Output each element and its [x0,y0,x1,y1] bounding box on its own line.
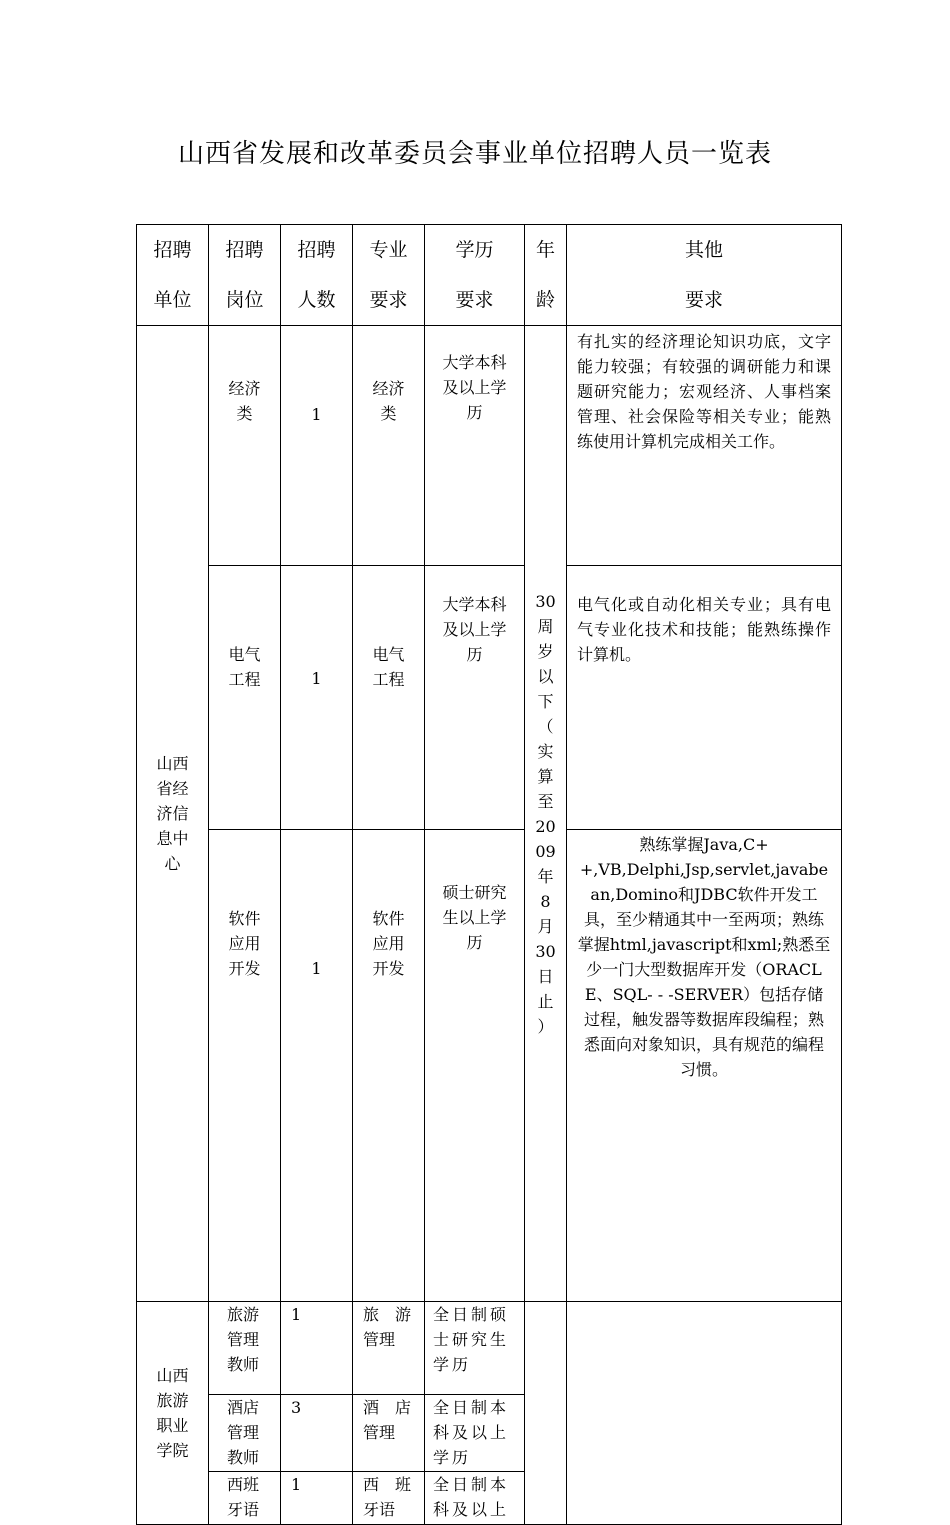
unit-name: 山西 省经 济信 息中 心 [137,326,209,1302]
table-row [137,326,842,566]
count-cell: 1 [281,1302,353,1395]
post-cell: 西班 牙语 [209,1472,281,1525]
count-cell: 1 [281,830,353,1302]
age-cell-empty [525,1302,567,1525]
count-cell: 3 [281,1395,353,1472]
count-cell: 1 [281,326,353,566]
header-post: 招聘 岗位 [209,225,281,326]
major-cell: 西 班 牙语 [353,1472,425,1525]
page-title: 山西省发展和改革委员会事业单位招聘人员一览表 [177,139,772,169]
header-major: 专业 要求 [353,225,425,326]
post-cell: 软件 应用 开发 [209,830,281,1302]
other-cell: 熟练掌握Java,C+ +,VB,Delphi,Jsp,servlet,javabean,Domino和JDBC软件开发工具，至少精通其中一至两项；熟练掌握html,javascript和xml;熟悉至少一门大型数据库开发（ORACLE、SQL- - -SERVER）包括存储过程，触发器等数据库段编程；熟悉面向对象知识，具有规范的编程习惯。 [567,830,842,1302]
post-cell: 旅游 管理 教师 [209,1302,281,1395]
major-cell: 软件 应用 开发 [353,830,425,1302]
post-cell: 经济 类 [209,326,281,566]
other-cell [567,1302,842,1525]
major-cell: 旅 游 管理 [353,1302,425,1395]
recruitment-table [136,224,842,1525]
major-cell: 酒 店 管理 [353,1395,425,1472]
header-row [137,225,842,326]
unit-name: 山西 旅游 职业 学院 [137,1302,209,1525]
count-cell: 1 [281,1472,353,1525]
edu-cell: 大学本科 及以上学 历 [425,566,525,830]
other-cell: 电气化或自动化相关专业；具有电气专业化技术和技能；能熟练操作计算机。 [567,566,842,830]
edu-cell: 全日制硕 士研究生 学历 [425,1302,525,1395]
edu-cell: 硕士研究 生以上学 历 [425,830,525,1302]
major-cell: 电气 工程 [353,566,425,830]
edu-cell: 全日制本 科及以上 学历 [425,1395,525,1472]
other-cell: 有扎实的经济理论知识功底，文字能力较强；有较强的调研能力和课题研究能力；宏观经济、人事档案管理、社会保险等相关专业；能熟练使用计算机完成相关工作。 [567,326,842,566]
post-cell: 酒店 管理 教师 [209,1395,281,1472]
header-age: 年 龄 [525,225,567,326]
edu-cell: 大学本科 及以上学 历 [425,326,525,566]
table-row [137,1302,842,1395]
major-cell: 经济 类 [353,326,425,566]
post-cell: 电气 工程 [209,566,281,830]
age-cell: 30 周 岁 以 下 （ 实 算 至 20 09 年 8 月 30 日 止 ） [525,326,567,1302]
table-row [137,566,842,830]
count-cell: 1 [281,566,353,830]
header-count: 招聘 人数 [281,225,353,326]
table-row [137,830,842,1302]
header-edu: 学历 要求 [425,225,525,326]
header-other: 其他 要求 [567,225,842,326]
header-unit: 招聘 单位 [137,225,209,326]
edu-cell: 全日制本 科及以上 [425,1472,525,1525]
